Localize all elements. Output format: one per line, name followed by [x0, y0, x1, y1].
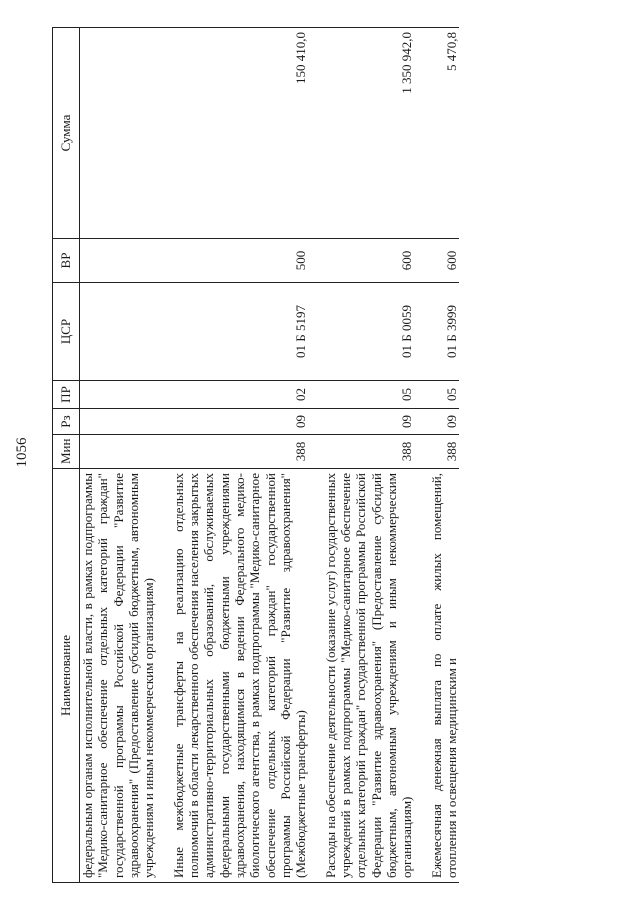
row-name: Иные межбюджетные трансферты на реализацию отдельных полномочий в области лекарственного обеспечения населения закрытых административно-территориальных образований, обслуживаемых федеральными государственными бюджетными учреждениями здравоохранения, находящимися в ведении Федерального медико-биологического агентства, в рамках подпрограммы "Медико-санитарное обеспечение отдельных категорий граждан" государственной программы Российской Федерации "Развитие здравоохранения" (Межбюджетные трансферты) [171, 469, 309, 883]
row-min: 388 [429, 435, 460, 469]
row-spacer [415, 28, 429, 883]
row-sum: 5 470,8 [429, 28, 460, 239]
row-name: Расходы на обеспечение деятельности (оказание услуг) государственных учреждений в рамках подпрограммы "Медико-санитарное обеспечение отдельных категорий граждан" государственной программы Российской Федерации "Развитие здравоохранения" (Предоставление субсидий бюджетным, автономным учреждениям и иным некоммерческим организациям) [323, 469, 415, 883]
row-vr: 600 [429, 239, 460, 283]
row-sum: 1 350 942,0 [323, 28, 415, 239]
row-min: 388 [171, 435, 309, 469]
row-rz: 09 [323, 409, 415, 435]
row-name: федеральным органам исполнительной власти, в рамках подпрограммы "Медико-санитарное обеспечение отдельных категорий граждан" государственной программы Российской Федерации "Развитие здравоохранения" (Предоставление субсидий бюджетным, автономным учреждениям и иным некоммерческим организациям) [80, 469, 157, 883]
row-sum [80, 28, 157, 239]
row-min: 388 [323, 435, 415, 469]
row-rz: 09 [429, 409, 460, 435]
row-name: Ежемесячная денежная выплата по оплате жилых помещений, отопления и освещения медицинским и [429, 469, 460, 883]
row-sum: 150 410,0 [171, 28, 309, 239]
header-name: Наименование [53, 469, 80, 883]
page-number: 1056 [14, 437, 30, 468]
row-csr: 01 Б 5197 [171, 283, 309, 381]
row-csr [80, 283, 157, 381]
table-header-row [53, 28, 80, 883]
row-pr: 05 [323, 381, 415, 409]
row-vr: 600 [323, 239, 415, 283]
budget-table [52, 27, 459, 883]
header-sum: Сумма [53, 28, 80, 239]
row-pr: 05 [429, 381, 460, 409]
header-rz: Рз [53, 409, 80, 435]
row-csr: 01 Б 0059 [323, 283, 415, 381]
header-vr: ВР [53, 239, 80, 283]
header-csr: ЦСР [53, 283, 80, 381]
row-pr: 02 [171, 381, 309, 409]
row-rz: 09 [171, 409, 309, 435]
row-min [80, 435, 157, 469]
header-min: Мин [53, 435, 80, 469]
row-vr: 500 [171, 239, 309, 283]
table-row [171, 28, 309, 883]
row-spacer [309, 28, 323, 883]
table-row [429, 28, 460, 883]
row-rz [80, 409, 157, 435]
row-spacer [157, 28, 171, 883]
row-csr: 01 Б 3999 [429, 283, 460, 381]
table-row [323, 28, 415, 883]
row-vr [80, 239, 157, 283]
table-row [80, 28, 157, 883]
row-pr [80, 381, 157, 409]
header-pr: ПР [53, 381, 80, 409]
